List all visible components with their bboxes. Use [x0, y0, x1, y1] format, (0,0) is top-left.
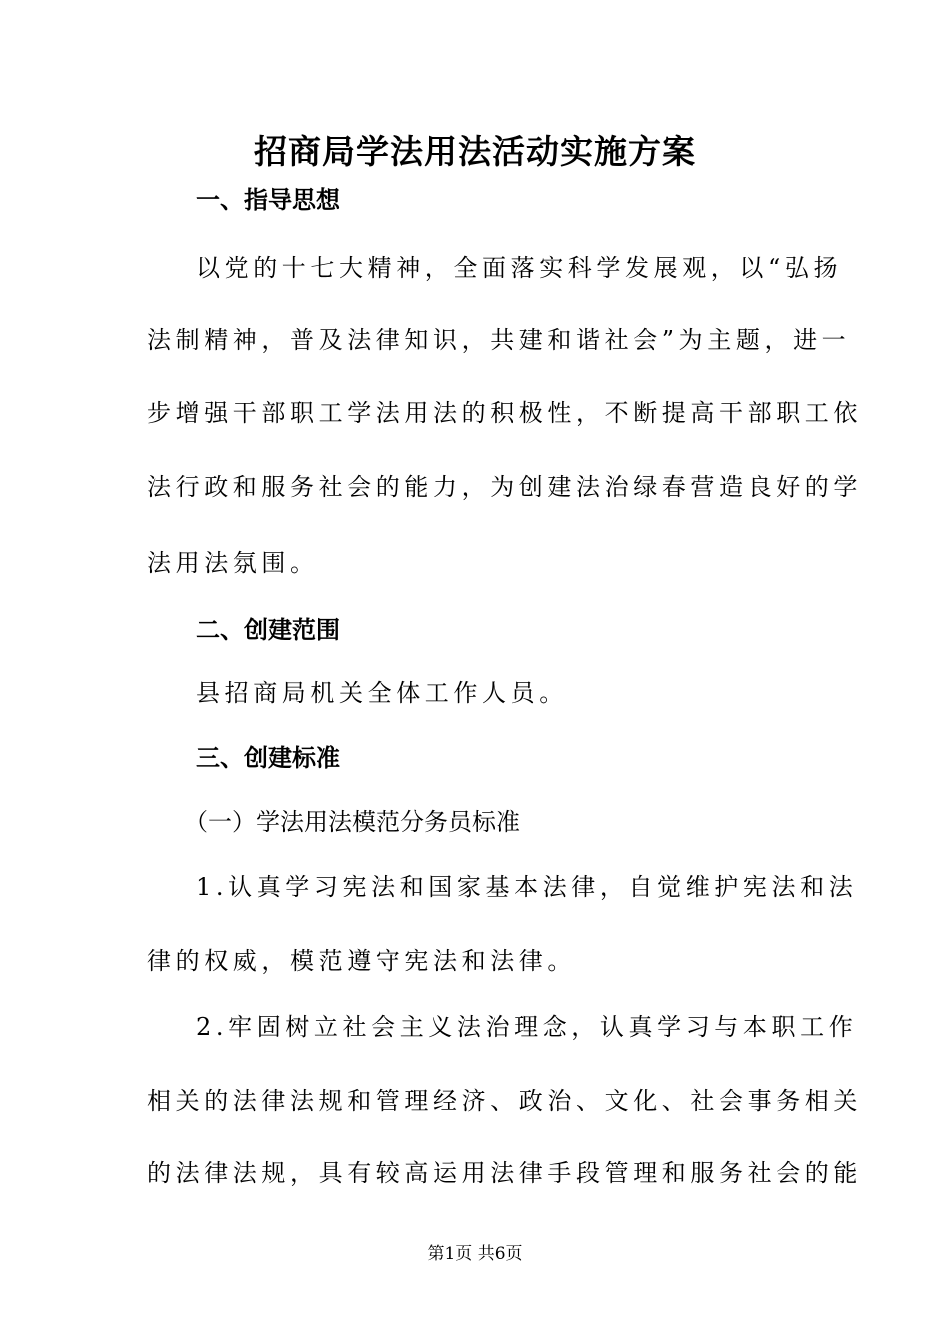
paragraph-line: 的法律法规，具有较高运用法律手段管理和服务社会的能: [147, 1159, 862, 1187]
paragraph-line: 步增强干部职工学法用法的积极性，不断提高干部职工依: [147, 399, 862, 427]
section-heading-guiding-ideology: 一、指导思想: [196, 186, 340, 214]
paragraph-line: 1.认真学习宪法和国家基本法律，自觉维护宪法和法: [196, 873, 858, 901]
paragraph-line: 律的权威，模范遵守宪法和法律。: [147, 947, 576, 975]
document-title: 招商局学法用法活动实施方案: [254, 132, 696, 171]
paragraph-line: 2.牢固树立社会主义法治理念，认真学习与本职工作: [196, 1013, 858, 1041]
paragraph-line: 以党的十七大精神，全面落实科学发展观，以“弘扬: [196, 254, 843, 282]
subsection-heading-model-standard: （一）学法用法模范分务员标准: [184, 808, 520, 836]
section-heading-scope: 二、创建范围: [196, 616, 340, 644]
section-heading-standards: 三、创建标准: [196, 744, 340, 772]
paragraph-line: 法制精神，普及法律知识，共建和谐社会”为主题，进一: [147, 326, 851, 354]
paragraph-line: 县招商局机关全体工作人员。: [196, 679, 568, 707]
paragraph-line: 法用法氛围。: [147, 549, 319, 577]
paragraph-line: 法行政和服务社会的能力，为创建法治绿春营造良好的学: [147, 473, 862, 501]
page-footer: 第1页 共6页: [427, 1244, 523, 1264]
paragraph-line: 相关的法律法规和管理经济、政治、文化、社会事务相关: [147, 1087, 862, 1115]
